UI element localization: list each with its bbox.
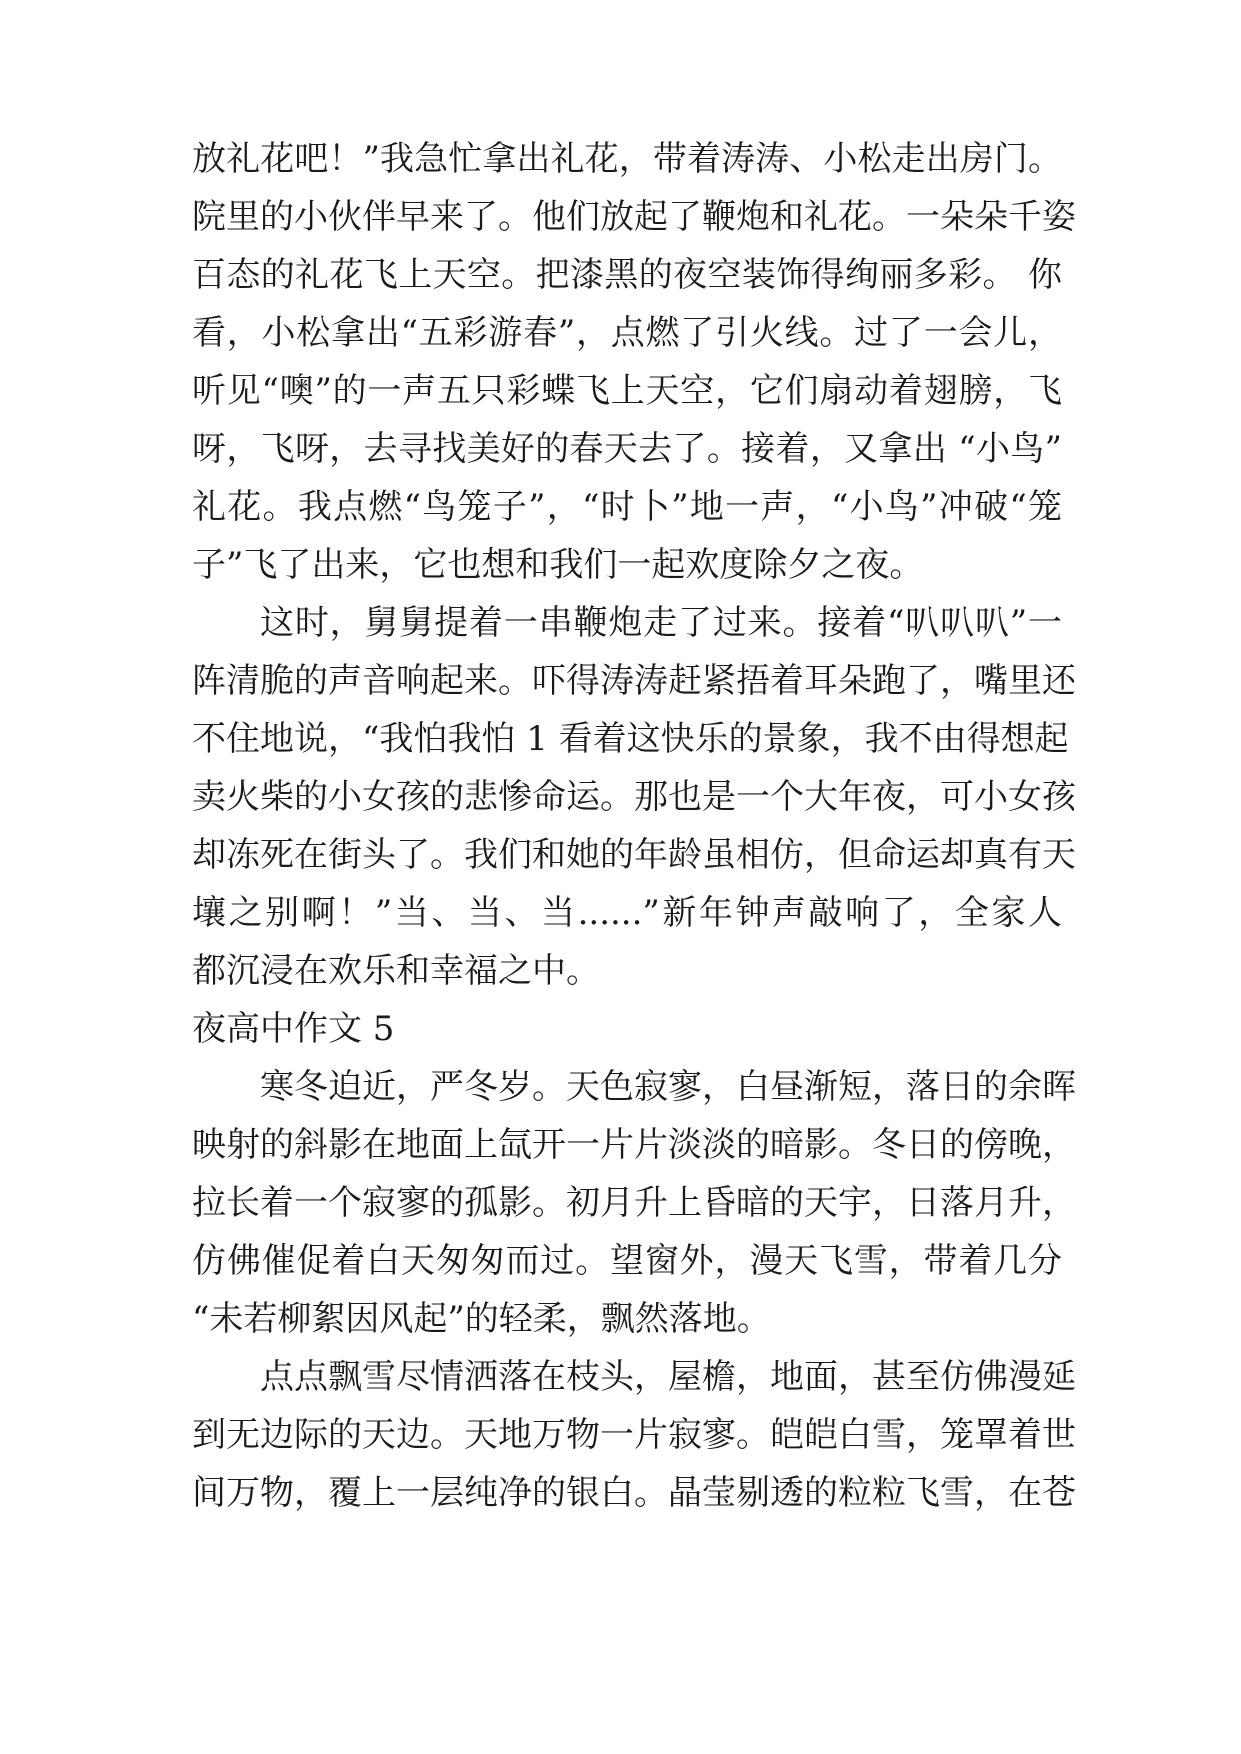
text-line: 到无边际的天边。天地万物一片寂寥。皑皑白雪，笼罩着世: [192, 1415, 1076, 1455]
text-line: 间万物，覆上一层纯净的银白。晶莹剔透的粒粒飞雪，在苍: [192, 1473, 1076, 1513]
text-line: 礼花。我点燃“鸟笼子”，“时卜”地一声，“小鸟”冲破“笼: [192, 487, 1062, 527]
text-line: 映射的斜影在地面上氙开一片片淡淡的暗影。冬日的傍晚，: [192, 1125, 1076, 1165]
text-line: 壤之别啊！”当、当、当......”新年钟声敲响了，全家人: [192, 893, 1062, 933]
text-line: 卖火柴的小女孩的悲惨命运。那也是一个大年夜，可小女孩: [192, 777, 1076, 817]
essay-body: [192, 130, 1076, 1522]
paragraph-first-line: 寒冬迫近，严冬岁。天色寂寥，白昼渐短，落日的余晖: [260, 1067, 1076, 1107]
text-line: 放礼花吧！”我急忙拿出礼花，带着涛涛、小松走出房门。: [192, 139, 1062, 179]
paragraph-first-line: 点点飘雪尽情洒落在枝头，屋檐，地面，甚至仿佛漫延: [260, 1357, 1076, 1397]
text-line: 不住地说，“我怕我怕 1 看着这快乐的景象，我不由得想起: [192, 719, 1069, 759]
text-line: 仿佛催促着白天匆匆而过。望窗外，漫天飞雪，带着几分: [192, 1241, 1062, 1281]
text-line: 子”飞了出来，它也想和我们一起欢度除夕之夜。: [192, 545, 924, 585]
text-line: 却冻死在街头了。我们和她的年龄虽相仿，但命运却真有天: [192, 835, 1076, 875]
text-line: “未若柳絮因风起”的轻柔，飘然落地。: [192, 1299, 771, 1339]
text-line: 拉长着一个寂寥的孤影。初月升上昏暗的天宇，日落月升，: [192, 1183, 1076, 1223]
paragraph-first-line: 这时，舅舅提着一串鞭炮走了过来。接着“叭叭叭”一: [260, 603, 1062, 643]
text-line: 呀，飞呀，去寻找美好的春天去了。接着，又拿出 “小鸟”: [192, 429, 1062, 469]
text-line: 都沉浸在欢乐和幸福之中。: [192, 951, 600, 991]
text-line: 百态的礼花飞上天空。把漆黑的夜空装饰得绚丽多彩。 你: [192, 255, 1062, 295]
text-line: 阵清脆的声音响起来。吓得涛涛赶紧捂着耳朵跑了，嘴里还: [192, 661, 1076, 701]
text-line: 看，小松拿出“五彩游春”，点燃了引火线。过了一会儿，: [192, 313, 1062, 353]
text-line: 听见“噢”的一声五只彩蝶飞上天空，它们扇动着翅膀，飞: [192, 371, 1062, 411]
section-heading: 夜高中作文 5: [192, 1009, 395, 1049]
text-line: 院里的小伙伴早来了。他们放起了鞭炮和礼花。一朵朵千姿: [192, 197, 1076, 237]
